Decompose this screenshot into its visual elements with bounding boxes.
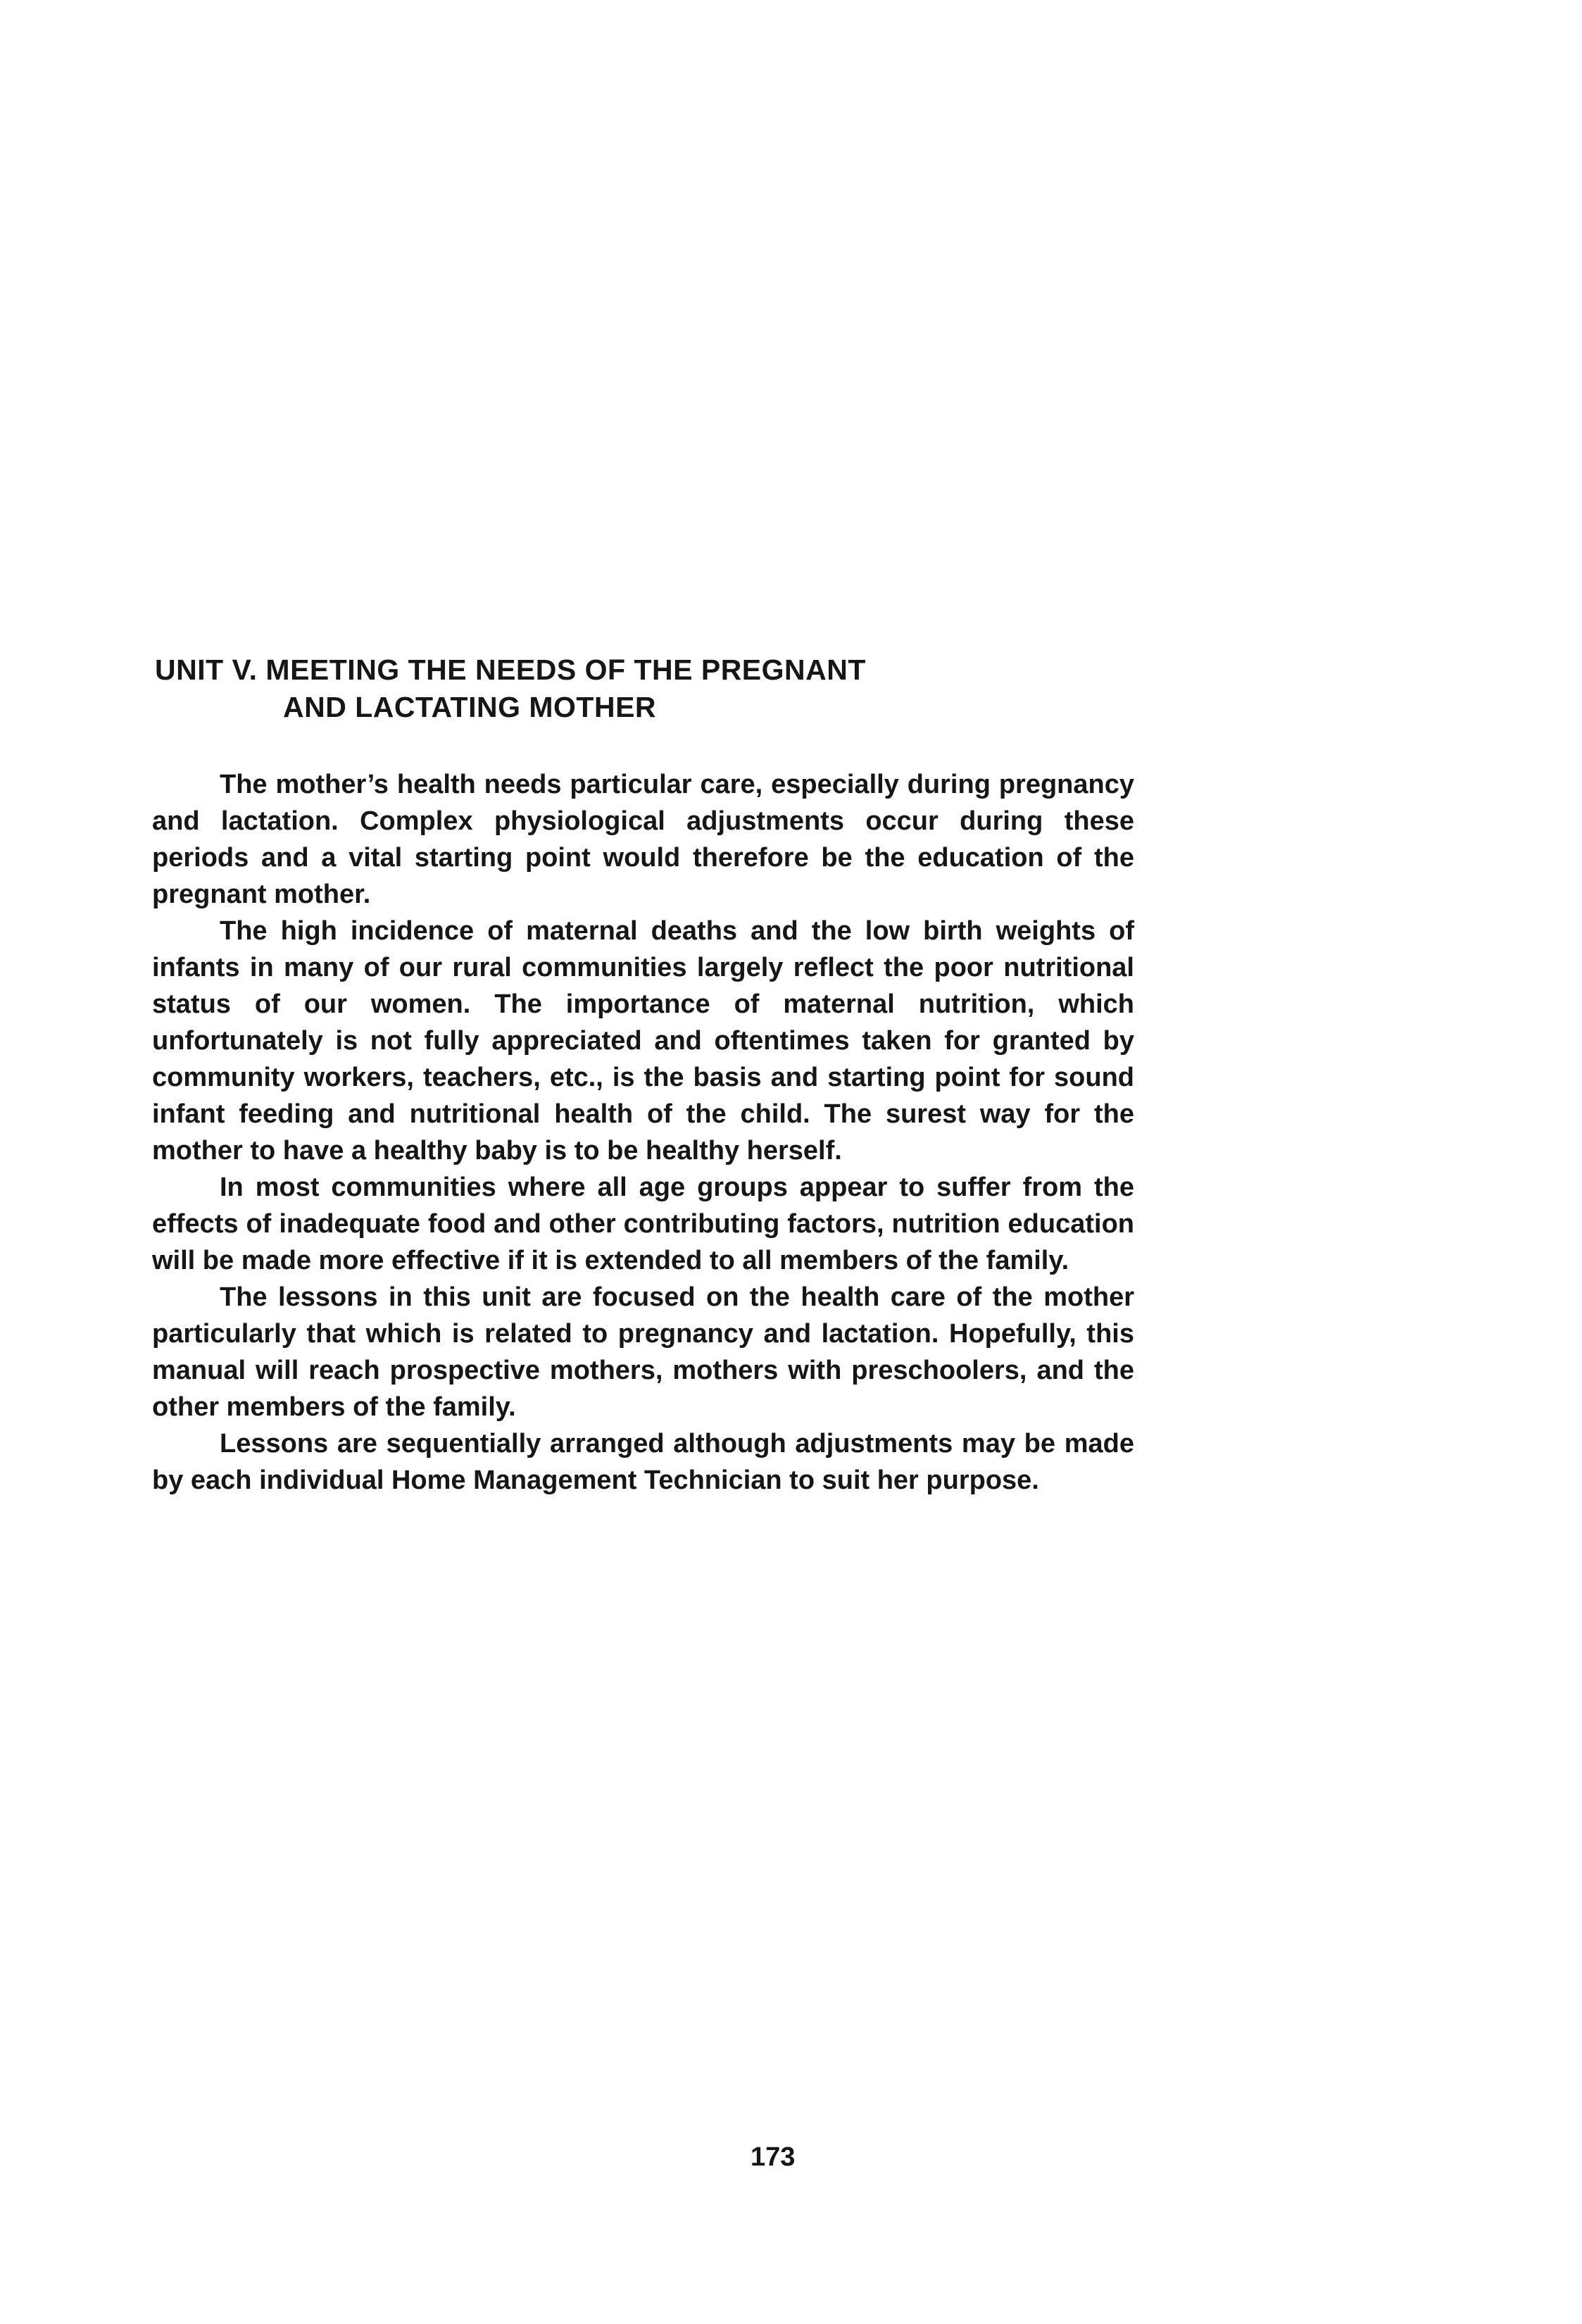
page-number: 173 xyxy=(751,2142,796,2172)
paragraph-lessons-focus: The lessons in this unit are focused on the health care of the mother particularly that which is related to pregnancy and lactation. Hopefully, this manual will reach prospective mothers, mothers with preschoolers, and the other members of the family. xyxy=(152,1282,1134,1422)
unit-body xyxy=(152,766,1134,1499)
unit-heading xyxy=(155,651,1211,726)
paragraph-intro: The mother’s health needs particular care, especially during pregnancy and lactation. Complex physiological adjustments occur during these periods and a vital starting point would therefore be the education of the pregnant mother. xyxy=(152,770,1134,909)
paragraph-maternal-nutrition: The high incidence of maternal deaths and the low birth weights of infants in many of our rural communities largely reflect the poor nutritional status of our women. The importance of maternal nutrition, which unfortunately is not fully appreciated and oftentimes taken for granted by community workers, teachers, etc., is the basis and starting point for sound infant feeding and nutritional health of the child. The surest way for the mother to have a healthy baby is to be healthy herself. xyxy=(152,916,1134,1166)
paragraph-communities: In most communities where all age groups appear to suffer from the effects of inadequate food and other contributing factors, nutrition education will be made more effective if it is extended to all members of the family. xyxy=(152,1173,1134,1275)
unit-heading-line-2: AND LACTATING MOTHER xyxy=(283,691,657,723)
paragraph-lesson-arrangement: Lessons are sequentially arranged although adjustments may be made by each individual Home Management Technician to suit her purpose. xyxy=(152,1429,1134,1495)
unit-heading-line-1: UNIT V. MEETING THE NEEDS OF THE PREGNANT xyxy=(155,654,866,686)
